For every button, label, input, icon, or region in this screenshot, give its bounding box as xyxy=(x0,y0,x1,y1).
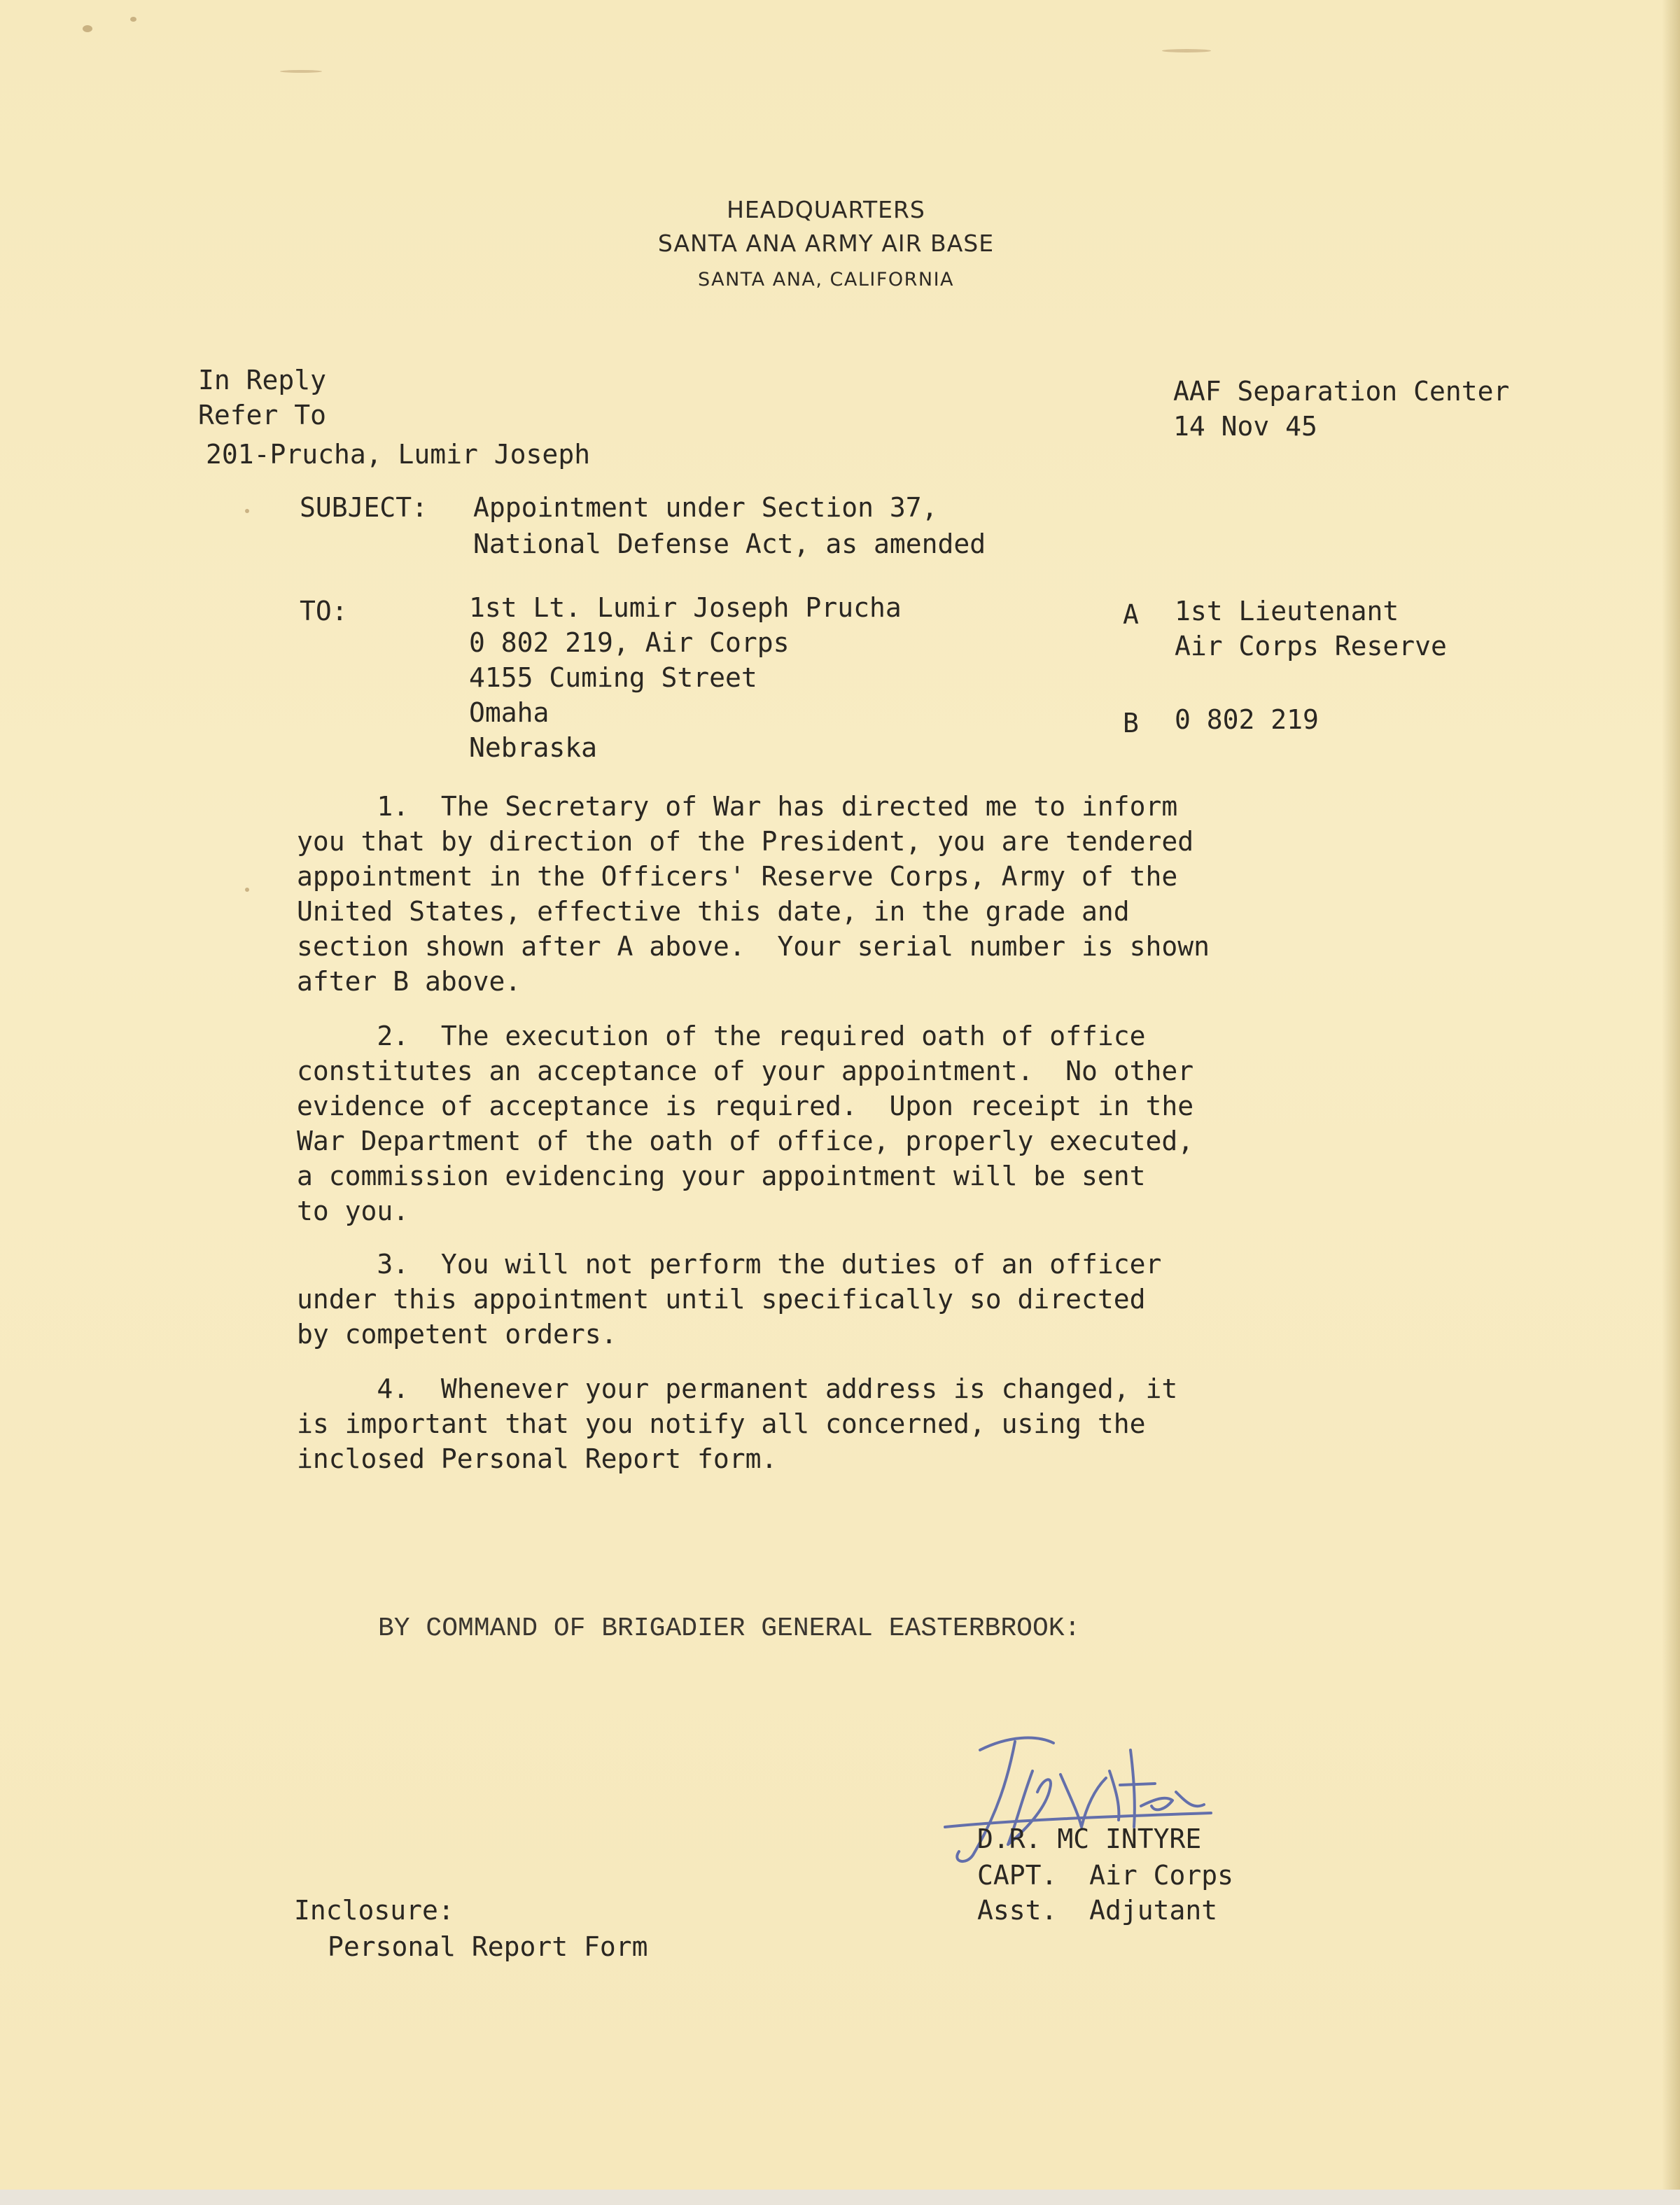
paper-speck xyxy=(1162,49,1211,52)
paragraph-3-line: 3. You will not perform the duties of an officer xyxy=(297,1249,1162,1280)
paragraph-1-line: appointment in the Officers' Reserve Corps, Army of the xyxy=(297,861,1178,892)
paper-speck xyxy=(83,25,92,32)
serial-number: 0 802 219 xyxy=(1175,704,1319,735)
letterhead-location: SANTA ANA, CALIFORNIA xyxy=(697,269,955,290)
reply-line-2: Refer To xyxy=(198,400,327,430)
command-line: BY COMMAND OF BRIGADIER GENERAL EASTERBROOK: xyxy=(378,1614,1081,1644)
paragraph-4-line: is important that you notify all concerned, using the xyxy=(297,1408,1146,1439)
paragraph-1-line: section shown after A above. Your serial number is shown xyxy=(297,931,1210,962)
signer-rank: CAPT. Air Corps xyxy=(977,1860,1234,1891)
inclosure-item: Personal Report Form xyxy=(328,1931,648,1962)
subject-label: SUBJECT: xyxy=(300,492,428,523)
paragraph-3-line: by competent orders. xyxy=(297,1319,617,1350)
paragraph-4-line: inclosed Personal Report form. xyxy=(297,1443,778,1474)
page-edge-shadow xyxy=(1662,0,1680,2205)
to-address-line: 4155 Cuming Street xyxy=(469,662,757,693)
paragraph-1-line: 1. The Secretary of War has directed me to inform xyxy=(297,791,1178,822)
paragraph-2-line: War Department of the oath of office, properly executed, xyxy=(297,1126,1194,1156)
origin-office: AAF Separation Center xyxy=(1173,376,1510,407)
subject-line-2: National Defense Act, as amended xyxy=(473,528,986,559)
to-address-line: 1st Lt. Lumir Joseph Prucha xyxy=(469,592,902,623)
marker-b: B xyxy=(1123,708,1139,738)
to-address-line: Omaha xyxy=(469,697,550,728)
paragraph-4-line: 4. Whenever your permanent address is changed, it xyxy=(297,1373,1178,1404)
grade-line-2: Air Corps Reserve xyxy=(1175,631,1447,662)
marker-a: A xyxy=(1123,599,1139,630)
scan-bottom-band xyxy=(0,2190,1680,2205)
letterhead-headquarters: HEADQUARTERS xyxy=(727,196,925,223)
paragraph-2-line: evidence of acceptance is required. Upon receipt in the xyxy=(297,1091,1194,1121)
letter-date: 14 Nov 45 xyxy=(1173,411,1317,442)
paragraph-1-line: United States, effective this date, in the grade and xyxy=(297,896,1130,927)
paper-speck xyxy=(280,70,322,73)
to-label: TO: xyxy=(300,596,348,626)
paragraph-2-line: 2. The execution of the required oath of office xyxy=(297,1021,1146,1051)
paragraph-3-line: under this appointment until specifically so directed xyxy=(297,1284,1146,1315)
paragraph-2-line: to you. xyxy=(297,1196,410,1226)
letterhead-base-name: SANTA ANA ARMY AIR BASE xyxy=(657,230,995,257)
paragraph-2-line: a commission evidencing your appointment will be sent xyxy=(297,1161,1146,1191)
paragraph-1-line: you that by direction of the President, you are tendered xyxy=(297,826,1194,857)
to-address-line: Nebraska xyxy=(469,732,598,763)
paper-speck xyxy=(245,888,249,892)
signer-title: Asst. Adjutant xyxy=(977,1895,1218,1926)
to-address-line: 0 802 219, Air Corps xyxy=(469,627,790,658)
grade-line-1: 1st Lieutenant xyxy=(1175,596,1399,626)
paper-speck xyxy=(130,17,136,22)
subject-line-1: Appointment under Section 37, xyxy=(473,492,938,523)
paragraph-2-line: constitutes an acceptance of your appointment. No other xyxy=(297,1056,1194,1086)
paragraph-1-line: after B above. xyxy=(297,966,522,997)
inclosure-label: Inclosure: xyxy=(294,1895,454,1926)
signer-name: D.R. MC INTYRE xyxy=(977,1823,1202,1854)
reply-file-reference: 201-Prucha, Lumir Joseph xyxy=(206,439,591,470)
paper-speck xyxy=(245,509,249,513)
reply-line-1: In Reply xyxy=(198,365,327,396)
